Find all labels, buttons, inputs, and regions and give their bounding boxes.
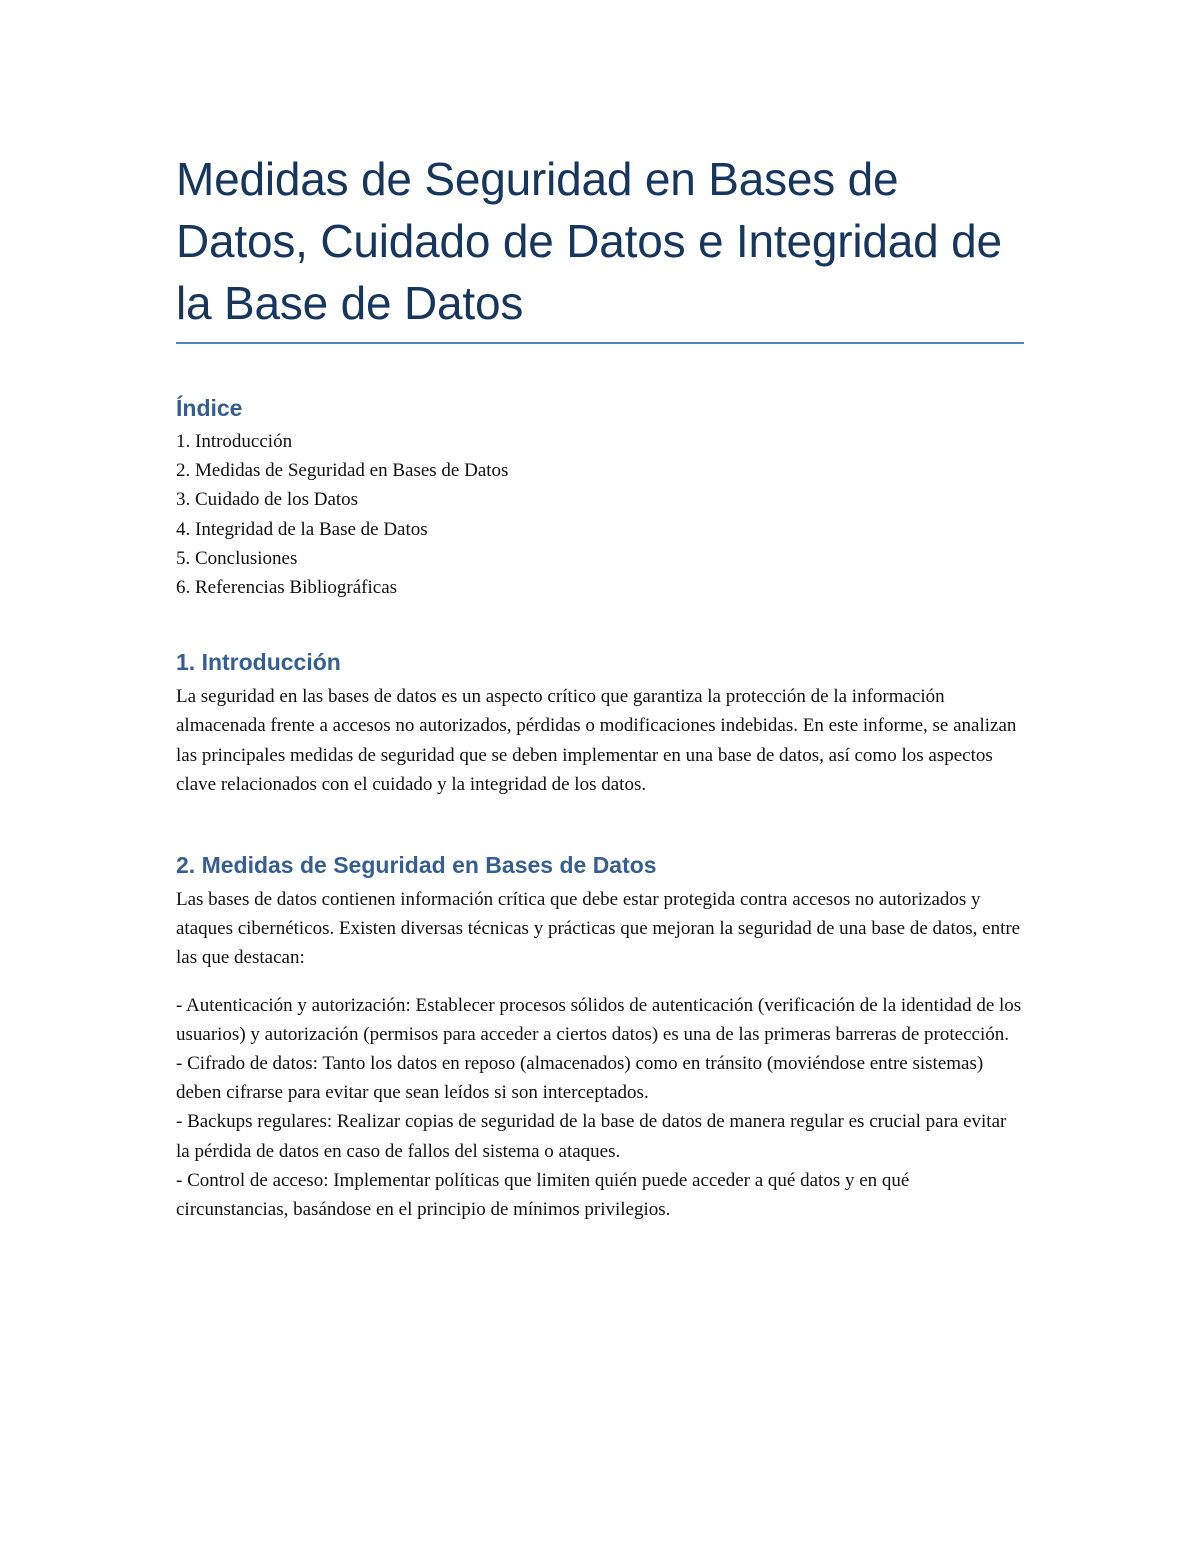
document-title: Medidas de Seguridad en Bases de Datos, Cuidado de Datos e Integridad de la Base de Datos <box>176 153 1002 329</box>
security-measures-paragraph: Las bases de datos contienen información crítica que debe estar protegida contra accesos no autorizados y ataques cibernéticos. Existen diversas técnicas y prácticas que mejoran la seguridad de una base de datos, entre las que destacan: <box>176 889 1021 969</box>
security-measures-list <box>176 991 1024 1225</box>
list-item: - Control de acceso: Implementar políticas que limiten quién puede acceder a qué datos y en qué circunstancias, basándose en el principio de mínimos privilegios. <box>176 1169 910 1221</box>
toc-item: 2. Medidas de Seguridad en Bases de Datos <box>176 460 509 482</box>
list-item: - Autenticación y autorización: Establecer procesos sólidos de autenticación (verificación de la identidad de los usuarios) y autorización (permisos para acceder a ciertos datos) es una de las primeras barreras de protección. <box>176 994 1022 1045</box>
introduction-heading: 1. Introducción <box>176 649 341 676</box>
index-heading: Índice <box>176 395 243 421</box>
toc-item: 3. Cuidado de los Datos <box>176 489 359 511</box>
list-item: - Cifrado de datos: Tanto los datos en reposo (almacenados) como en tránsito (moviéndose entre sistemas) deben cifrarse para evitar que sean leídos si son interceptados. <box>176 1053 984 1104</box>
list-item: - Backups regulares: Realizar copias de seguridad de la base de datos de manera regular es crucial para evitar la pérdida de datos en caso de fallos del sistema o ataques. <box>176 1111 1007 1162</box>
toc-item: 5. Conclusiones <box>176 547 298 569</box>
security-measures-heading: 2. Medidas de Seguridad en Bases de Datos <box>176 852 657 879</box>
table-of-contents <box>176 427 1024 602</box>
document-page <box>176 148 1024 1224</box>
title-divider <box>176 342 1024 344</box>
toc-item: 4. Integridad de la Base de Datos <box>176 518 428 540</box>
toc-item: 1. Introducción <box>176 431 293 452</box>
introduction-paragraph: La seguridad en las bases de datos es un aspecto crítico que garantiza la protección de la información almacenada frente a accesos no autorizados, pérdidas o modificaciones indebidas. En este informe, se analizan las principales medidas de seguridad que se deben implementar en una base de datos, así como los aspectos clave relacionados con el cuidado y la integridad de los datos. <box>176 686 1017 795</box>
toc-item: 6. Referencias Bibliográficas <box>176 577 398 599</box>
